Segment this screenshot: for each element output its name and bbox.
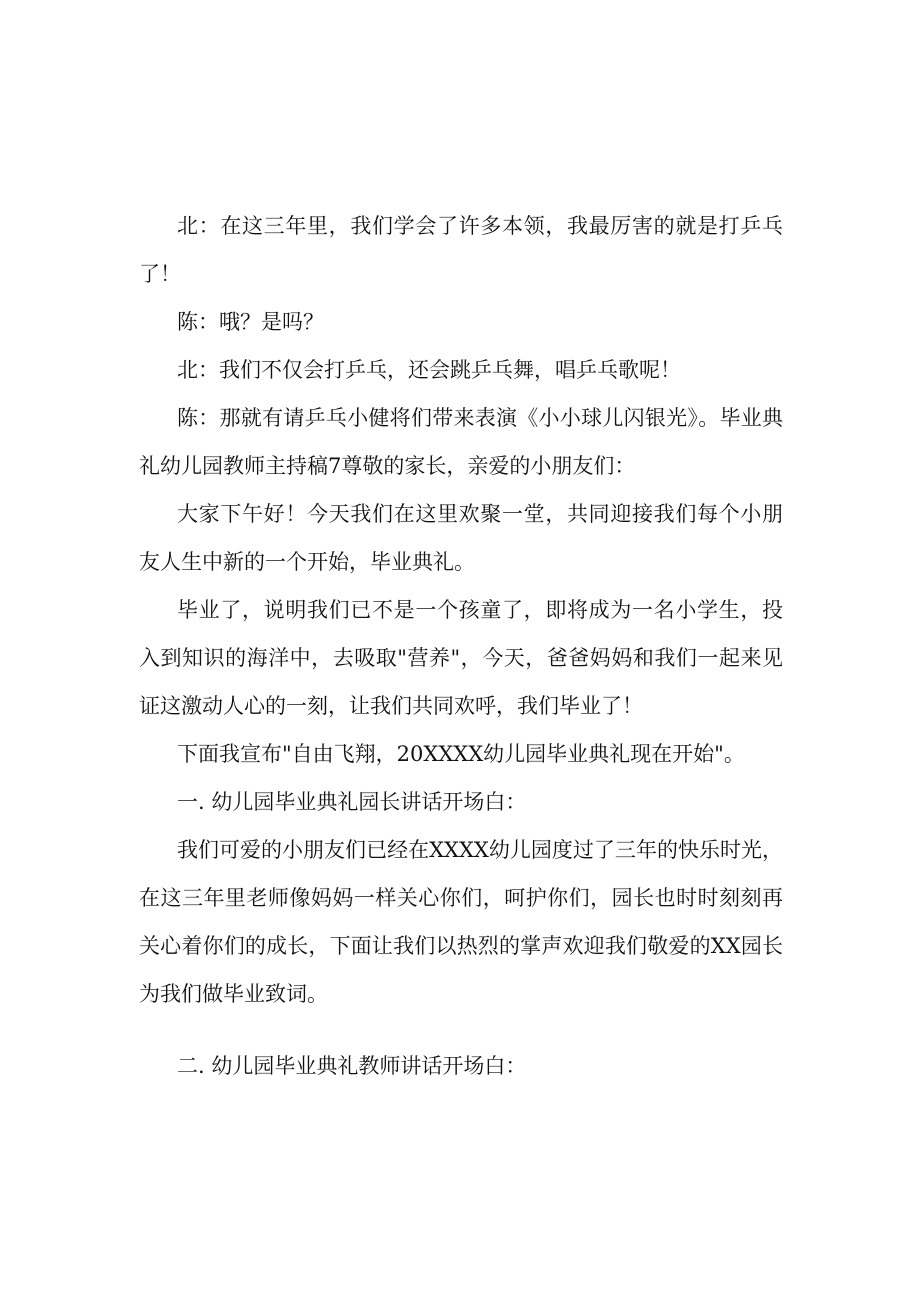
document-body (139, 202, 783, 1090)
paragraph-chen-question: 陈：哦？是吗？ (177, 310, 324, 334)
section-heading-teacher-speech: 二. 幼儿园毕业典礼教师讲话开场白： (177, 1054, 527, 1078)
paragraph-announcement: 下面我宣布"自由飞翔，20XXXX幼儿园毕业典礼现在开始"。 (177, 742, 745, 766)
paragraph-bei-pingpong-dance: 北：我们不仅会打乒乓，还会跳乒乓舞，唱乒乓歌呢！ (177, 358, 681, 382)
section-heading-principal-speech: 一. 幼儿园毕业典礼园长讲话开场白： (177, 790, 527, 814)
paragraph-chen-invite-performance: 陈：那就有请乒乓小健将们带来表演《小小球儿闪银光》。毕业典礼幼儿园教师主持稿7尊敬的家长，亲爱的小朋友们： (139, 406, 783, 478)
paragraph-greeting: 大家下午好！今天我们在这里欢聚一堂，共同迎接我们每个小朋友人生中新的一个开始，毕业典礼。 (139, 502, 783, 574)
paragraph-principal-intro: 我们可爱的小朋友们已经在XXXX幼儿园度过了三年的快乐时光，在这三年里老师像妈妈一样关心你们，呵护你们，园长也时时刻刻再关心着你们的成长，下面让我们以热烈的掌声欢迎我们敬爱的XX园长为我们做毕业致词。 (139, 838, 783, 1006)
paragraph-bei-pingpong-skill: 北：在这三年里，我们学会了许多本领，我最厉害的就是打乒乓了！ (139, 214, 783, 286)
paragraph-graduation-meaning: 毕业了，说明我们已不是一个孩童了，即将成为一名小学生，投入到知识的海洋中，去吸取"营养"，今天，爸爸妈妈和我们一起来见证这激动人心的一刻，让我们共同欢呼，我们毕业了！ (139, 598, 783, 718)
